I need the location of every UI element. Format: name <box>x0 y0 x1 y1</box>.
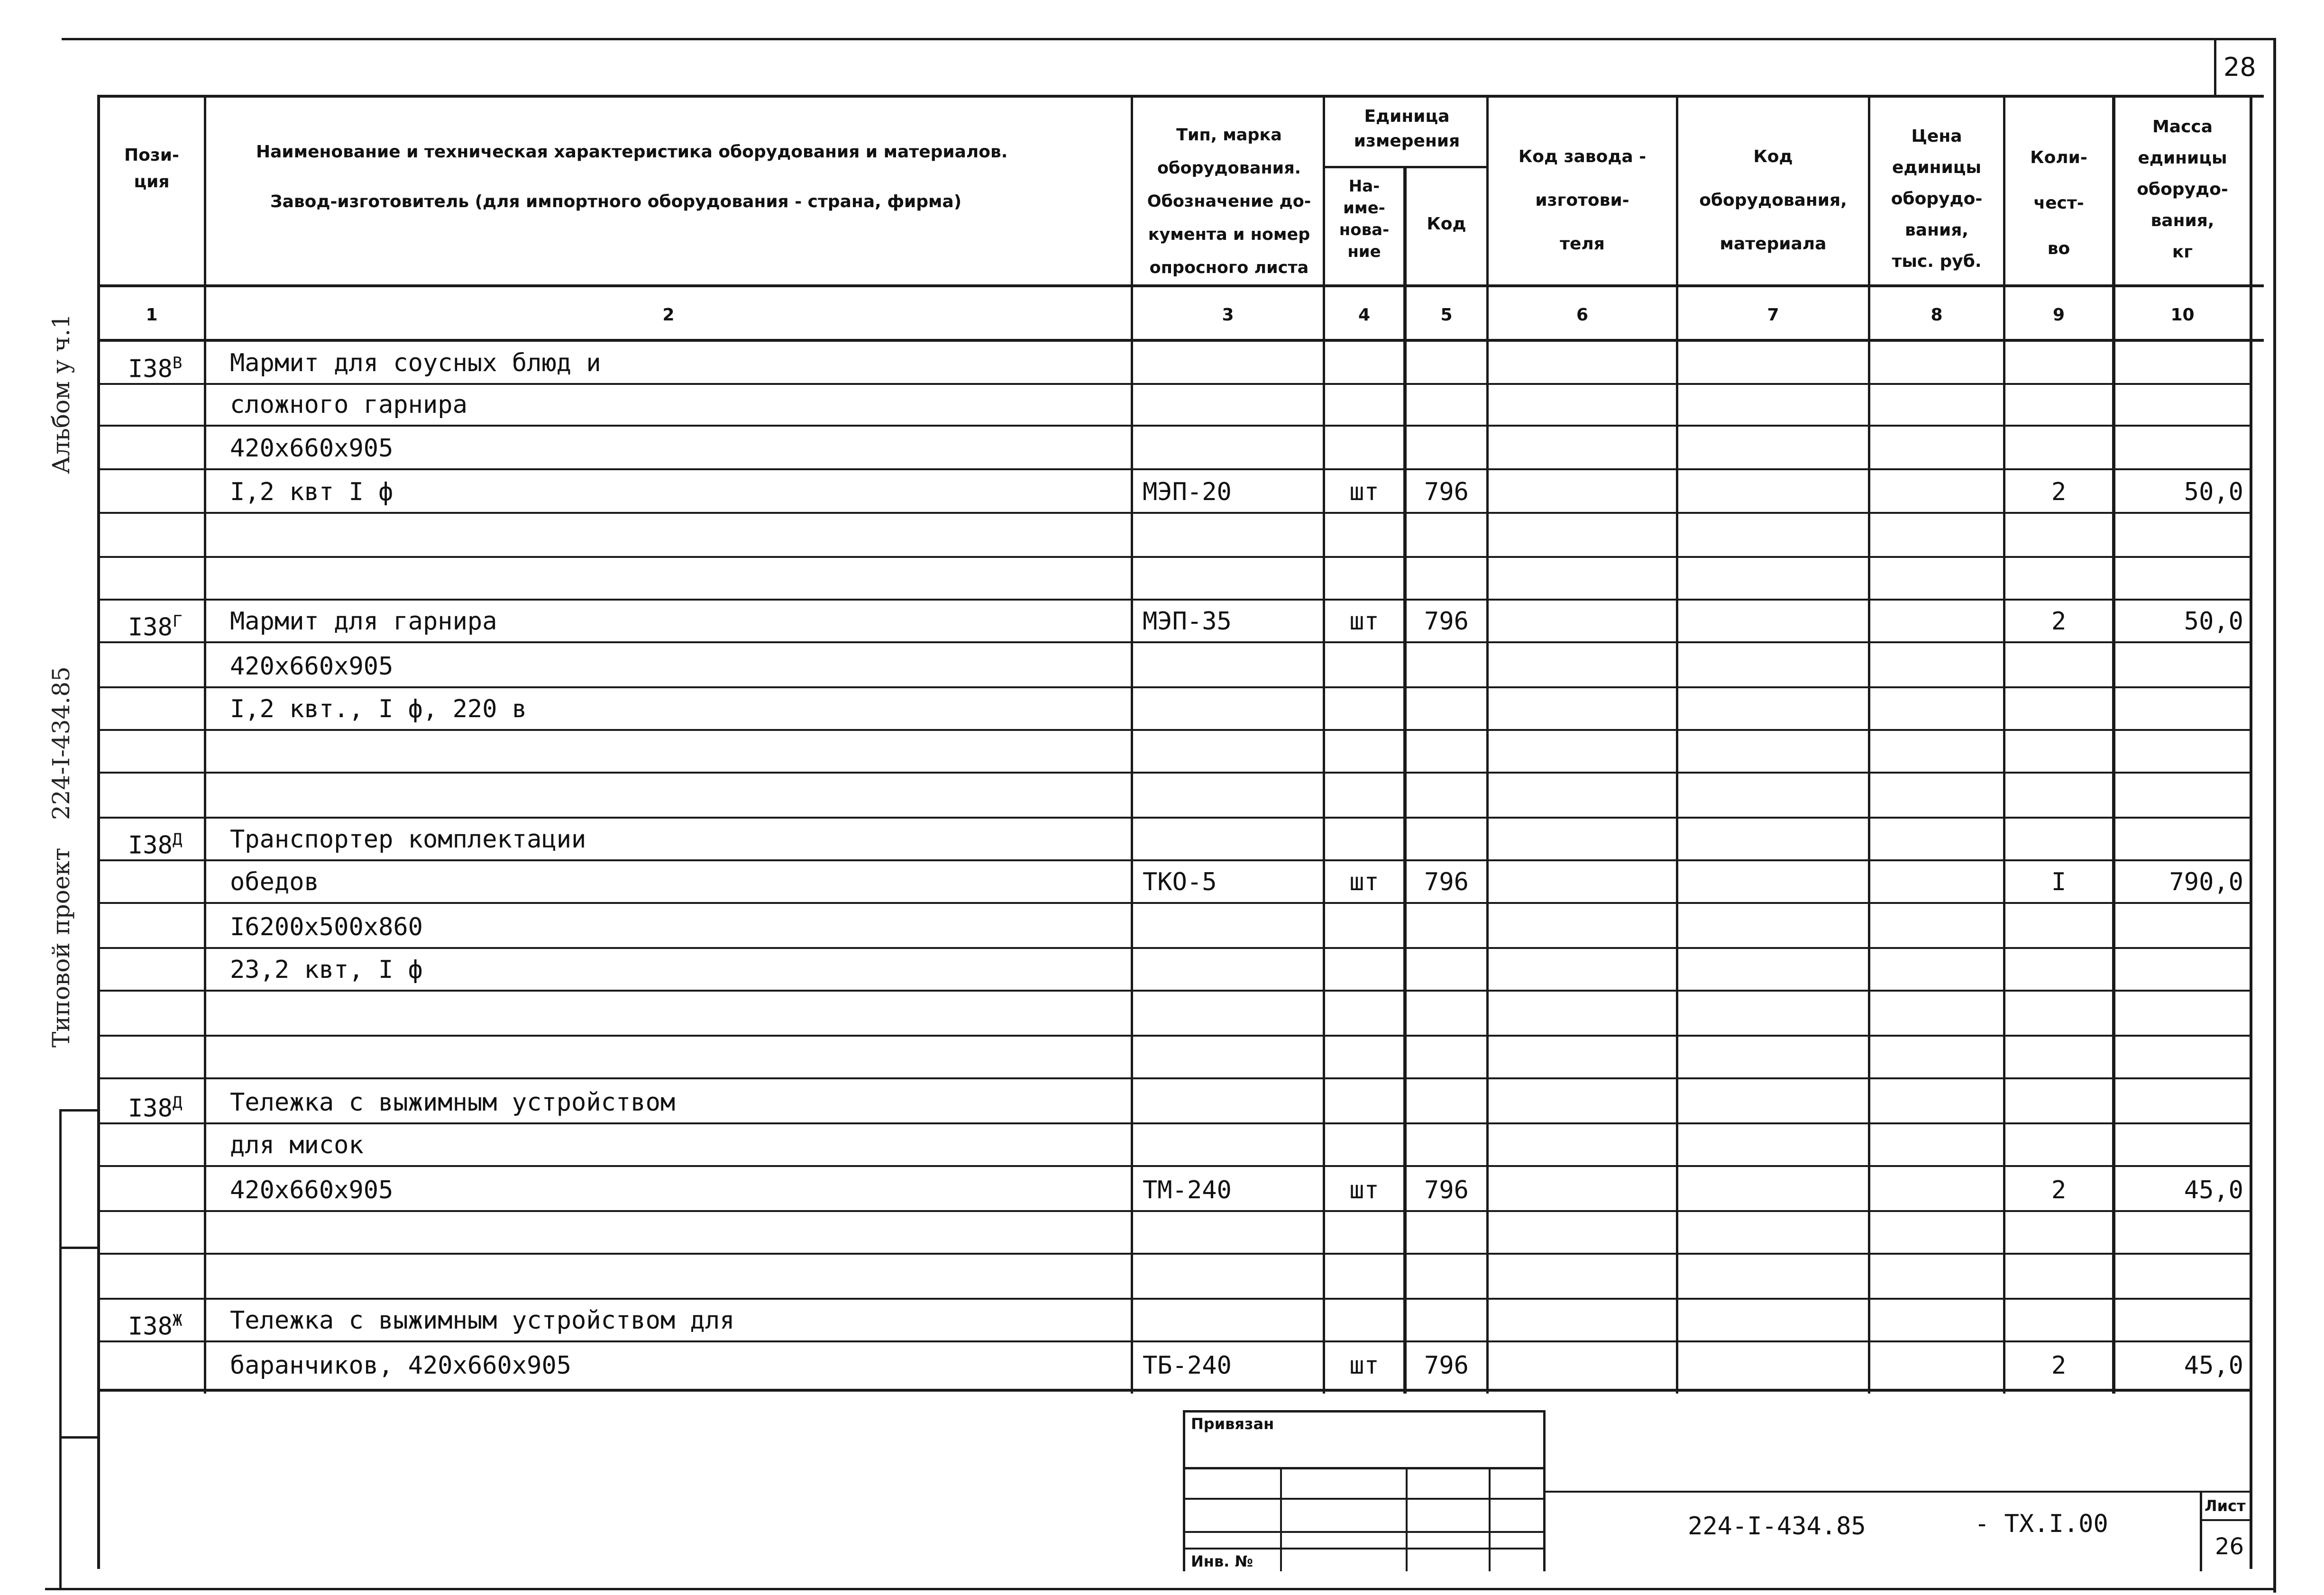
col-number-10: 10 <box>2170 305 2195 325</box>
row-separator <box>97 1253 2252 1255</box>
quantity: 2 <box>2051 1351 2067 1380</box>
position-number: I38 <box>128 1312 173 1341</box>
position-suffix: Ж <box>172 1311 183 1330</box>
unit-name <box>1327 1081 1401 1124</box>
unit-name <box>1327 1036 1401 1079</box>
quantity <box>2005 514 2112 558</box>
item-name: 23,2 квт, I ф <box>230 956 423 984</box>
stamp-v-2 <box>1406 1467 1408 1571</box>
unit-name: шт <box>1349 1176 1379 1204</box>
header-unit-group: Единица измерения <box>1354 107 1460 151</box>
binding-strip-sep1 <box>59 1247 100 1249</box>
item-name: Мармит для соусных блюд и <box>230 349 601 377</box>
quantity <box>2005 645 2112 688</box>
unit-code <box>1407 687 1486 731</box>
bound-label: Привязан <box>1191 1415 1274 1433</box>
unit-code: 796 <box>1424 1351 1469 1380</box>
unit-mass: 50,0 <box>2184 607 2243 636</box>
unit-code <box>1407 341 1486 385</box>
col-divider-1 <box>204 95 206 1394</box>
unit-name <box>1327 645 1401 688</box>
unit-code: 796 <box>1424 868 1469 896</box>
quantity <box>2005 730 2112 774</box>
item-name: Тележка с выжимным устройством для <box>230 1306 735 1335</box>
quantity <box>2005 1299 2112 1342</box>
quantity <box>2005 1036 2112 1079</box>
col-divider-4 <box>1403 166 1407 1394</box>
col-number-2: 2 <box>662 305 675 325</box>
unit-mass <box>2115 1123 2243 1167</box>
quantity <box>2005 948 2112 992</box>
quantity <box>2005 383 2112 427</box>
unit-mass <box>2115 1211 2243 1255</box>
col-divider-2 <box>1131 95 1133 1394</box>
position-number: I38 <box>128 355 173 383</box>
item-name: обедов <box>230 868 319 896</box>
equipment-type: МЭП-35 <box>1143 607 1232 636</box>
unit-code: 796 <box>1424 1176 1469 1204</box>
sheet-box-left <box>2200 1491 2202 1571</box>
col-number-3: 3 <box>1222 305 1234 325</box>
quantity <box>2005 1081 2112 1124</box>
side-label-album: Альбом у ч.1 <box>47 314 75 474</box>
item-name: для мисок <box>230 1131 364 1159</box>
unit-code <box>1407 1123 1486 1167</box>
item-name: 420x660x905 <box>230 434 393 463</box>
unit-mass <box>2115 948 2243 992</box>
table-right-line <box>2250 95 2252 1569</box>
unit-code <box>1407 1256 1486 1300</box>
quantity <box>2005 1256 2112 1300</box>
equipment-type: МЭП-20 <box>1143 478 1232 506</box>
header-name-line2: Завод-изготовитель (для импортного оборудования - страна, фирма) <box>270 192 962 211</box>
col-number-8: 8 <box>1931 305 1943 325</box>
stamp-left <box>1183 1410 1185 1571</box>
row-separator <box>97 772 2252 774</box>
unit-mass <box>2115 687 2243 731</box>
stamp-v-3 <box>1489 1467 1491 1571</box>
quantity <box>2005 687 2112 731</box>
unit-name <box>1327 818 1401 861</box>
unit-code <box>1407 905 1486 949</box>
unit-code <box>1407 1299 1486 1342</box>
unit-name <box>1327 775 1401 819</box>
unit-mass <box>2115 905 2243 949</box>
document-suffix: - ТХ.I.00 <box>1975 1510 2108 1538</box>
quantity: 2 <box>2051 478 2067 506</box>
inv-number-label: Инв. № <box>1191 1552 1253 1570</box>
unit-name <box>1327 1123 1401 1167</box>
header-equipment-code: Код оборудования, материала <box>1699 147 1847 254</box>
position-cell <box>128 1299 182 1342</box>
unit-mass <box>2115 993 2243 1037</box>
col-divider-3 <box>1323 95 1325 1394</box>
quantity <box>2005 905 2112 949</box>
position-cell <box>128 1081 182 1124</box>
equipment-type: ТМ-240 <box>1143 1176 1232 1204</box>
col-number-5: 5 <box>1440 305 1453 325</box>
unit-mass <box>2115 341 2243 385</box>
col-number-9: 9 <box>2052 305 2065 325</box>
col-divider-5 <box>1486 95 1489 1394</box>
top-border-line <box>62 38 2276 40</box>
side-label-project-code: 224-I-434.85 <box>47 666 75 820</box>
unit-code <box>1407 1036 1486 1079</box>
item-name: Тележка с выжимным устройством <box>230 1088 676 1117</box>
quantity <box>2005 1123 2112 1167</box>
unit-name <box>1327 1299 1401 1342</box>
item-name: I,2 квт I ф <box>230 478 393 506</box>
unit-code: 796 <box>1424 478 1469 506</box>
unit-code: 796 <box>1424 607 1469 636</box>
item-name: Транспортер комплектации <box>230 825 586 854</box>
unit-mass: 50,0 <box>2184 478 2243 506</box>
unit-code <box>1407 557 1486 601</box>
header-unit-code: Код <box>1427 214 1466 234</box>
unit-code <box>1407 1081 1486 1124</box>
unit-mass: 45,0 <box>2184 1176 2243 1204</box>
header-manufacturer-code: Код завода - изготови- теля <box>1518 147 1647 254</box>
outer-right-border <box>2273 38 2276 1593</box>
quantity <box>2005 427 2112 470</box>
item-name: Мармит для гарнира <box>230 607 497 636</box>
header-position: Пози- ция <box>124 146 179 191</box>
unit-code <box>1407 1211 1486 1255</box>
row-separator <box>97 1035 2252 1037</box>
side-label-typical-project: Типовой проект <box>47 848 75 1048</box>
unit-name: шт <box>1349 1351 1379 1380</box>
stamp-line-1 <box>1183 1467 1546 1469</box>
unit-mass <box>2115 1256 2243 1300</box>
unit-name <box>1327 341 1401 385</box>
unit-mass <box>2115 775 2243 819</box>
unit-name <box>1327 557 1401 601</box>
unit-name <box>1327 905 1401 949</box>
stamp-line-3 <box>1183 1531 1546 1533</box>
col-number-7: 7 <box>1767 305 1779 325</box>
unit-name: шт <box>1349 478 1379 506</box>
quantity: 2 <box>2051 607 2067 636</box>
unit-mass <box>2115 1299 2243 1342</box>
equipment-type: ТБ-240 <box>1143 1351 1232 1380</box>
quantity <box>2005 993 2112 1037</box>
header-mass: Масса единицы оборудо- вания, кг <box>2137 117 2228 262</box>
stamp-line-2 <box>1183 1498 1546 1500</box>
table-bottom-line <box>97 1389 2252 1392</box>
item-name: 420x660x905 <box>230 652 393 681</box>
item-name: 420x660x905 <box>230 1176 393 1204</box>
unit-mass <box>2115 427 2243 470</box>
table-top-line <box>97 95 2264 98</box>
unit-name <box>1327 514 1401 558</box>
binding-strip-left <box>59 1109 62 1588</box>
position-cell <box>128 341 182 385</box>
unit-name <box>1327 993 1401 1037</box>
stamp-v-1 <box>1280 1467 1282 1571</box>
position-suffix: Г <box>172 612 183 631</box>
row-separator <box>97 1077 2252 1079</box>
unit-mass: 45,0 <box>2184 1351 2243 1380</box>
quantity <box>2005 341 2112 385</box>
unit-name <box>1327 1211 1401 1255</box>
unit-mass <box>2115 730 2243 774</box>
unit-name <box>1327 730 1401 774</box>
row-separator <box>97 1165 2252 1167</box>
unit-mass <box>2115 645 2243 688</box>
position-number: I38 <box>128 1094 173 1123</box>
stamp-bottom-long <box>1543 1491 2252 1493</box>
unit-name <box>1327 383 1401 427</box>
col-number-1: 1 <box>146 305 158 325</box>
stamp-line-4 <box>1183 1548 1546 1549</box>
position-suffix: Д <box>172 830 183 849</box>
quantity <box>2005 818 2112 861</box>
unit-name: шт <box>1349 868 1379 896</box>
col-number-4: 4 <box>1358 305 1371 325</box>
document-code: 224-I-434.85 <box>1688 1512 1866 1540</box>
col-number-6: 6 <box>1576 305 1589 325</box>
unit-mass <box>2115 383 2243 427</box>
header-price: Цена единицы оборудо- вания, тыс. руб. <box>1891 127 1983 271</box>
unit-code <box>1407 730 1486 774</box>
item-name: сложного гарнира <box>230 391 467 419</box>
page-number-box-left <box>2214 38 2216 97</box>
unit-code <box>1407 818 1486 861</box>
position-number: I38 <box>128 613 173 642</box>
position-suffix: В <box>172 354 183 373</box>
row-separator <box>97 556 2252 558</box>
quantity <box>2005 775 2112 819</box>
stamp-top <box>1183 1410 1546 1413</box>
item-name: I6200x500x860 <box>230 913 423 941</box>
unit-code <box>1407 993 1486 1037</box>
header-name-line1: Наименование и техническая характеристика оборудования и материалов. <box>256 142 1008 162</box>
unit-mass <box>2115 1081 2243 1124</box>
header-unit-name: На- име- нова- ние <box>1339 177 1390 261</box>
position-number: I38 <box>128 831 173 860</box>
binding-strip-sep2 <box>59 1436 100 1439</box>
equipment-type: ТКО-5 <box>1143 868 1217 896</box>
unit-name <box>1327 427 1401 470</box>
binding-strip-top <box>59 1109 100 1112</box>
quantity <box>2005 557 2112 601</box>
col-divider-7 <box>1868 95 1870 1394</box>
sheet-label: Лист <box>2205 1497 2246 1515</box>
header-type: Тип, марка оборудования. Обозначение до- кумента и номер опросного листа <box>1147 126 1311 277</box>
unit-mass <box>2115 514 2243 558</box>
unit-mass <box>2115 1036 2243 1079</box>
position-cell <box>128 818 182 861</box>
unit-code <box>1407 427 1486 470</box>
unit-name <box>1327 1256 1401 1300</box>
unit-code <box>1407 383 1486 427</box>
item-name: баранчиков, 420x660x905 <box>230 1351 572 1380</box>
col-divider-9 <box>2112 95 2115 1394</box>
quantity: I <box>2051 868 2067 896</box>
unit-mass: 790,0 <box>2169 868 2243 896</box>
header-quantity: Коли- чест- во <box>2030 148 2087 258</box>
header-bottom-line <box>97 284 2264 287</box>
col-divider-6 <box>1676 95 1678 1394</box>
position-cell <box>128 600 182 643</box>
unit-code <box>1407 775 1486 819</box>
sheet-box-sep <box>2200 1519 2252 1521</box>
unit-name: шт <box>1349 607 1379 636</box>
sheet-number: 26 <box>2215 1533 2244 1560</box>
unit-code <box>1407 514 1486 558</box>
unit-mass <box>2115 557 2243 601</box>
unit-mass <box>2115 818 2243 861</box>
quantity: 2 <box>2051 1176 2067 1204</box>
bottom-border-line <box>45 1588 2276 1590</box>
quantity <box>2005 1211 2112 1255</box>
unit-name <box>1327 948 1401 992</box>
item-name: I,2 квт., I ф, 220 в <box>230 695 527 723</box>
position-suffix: Д <box>172 1093 183 1112</box>
unit-code <box>1407 948 1486 992</box>
unit-name <box>1327 687 1401 731</box>
unit-code <box>1407 645 1486 688</box>
page-number: 28 <box>2223 52 2256 82</box>
